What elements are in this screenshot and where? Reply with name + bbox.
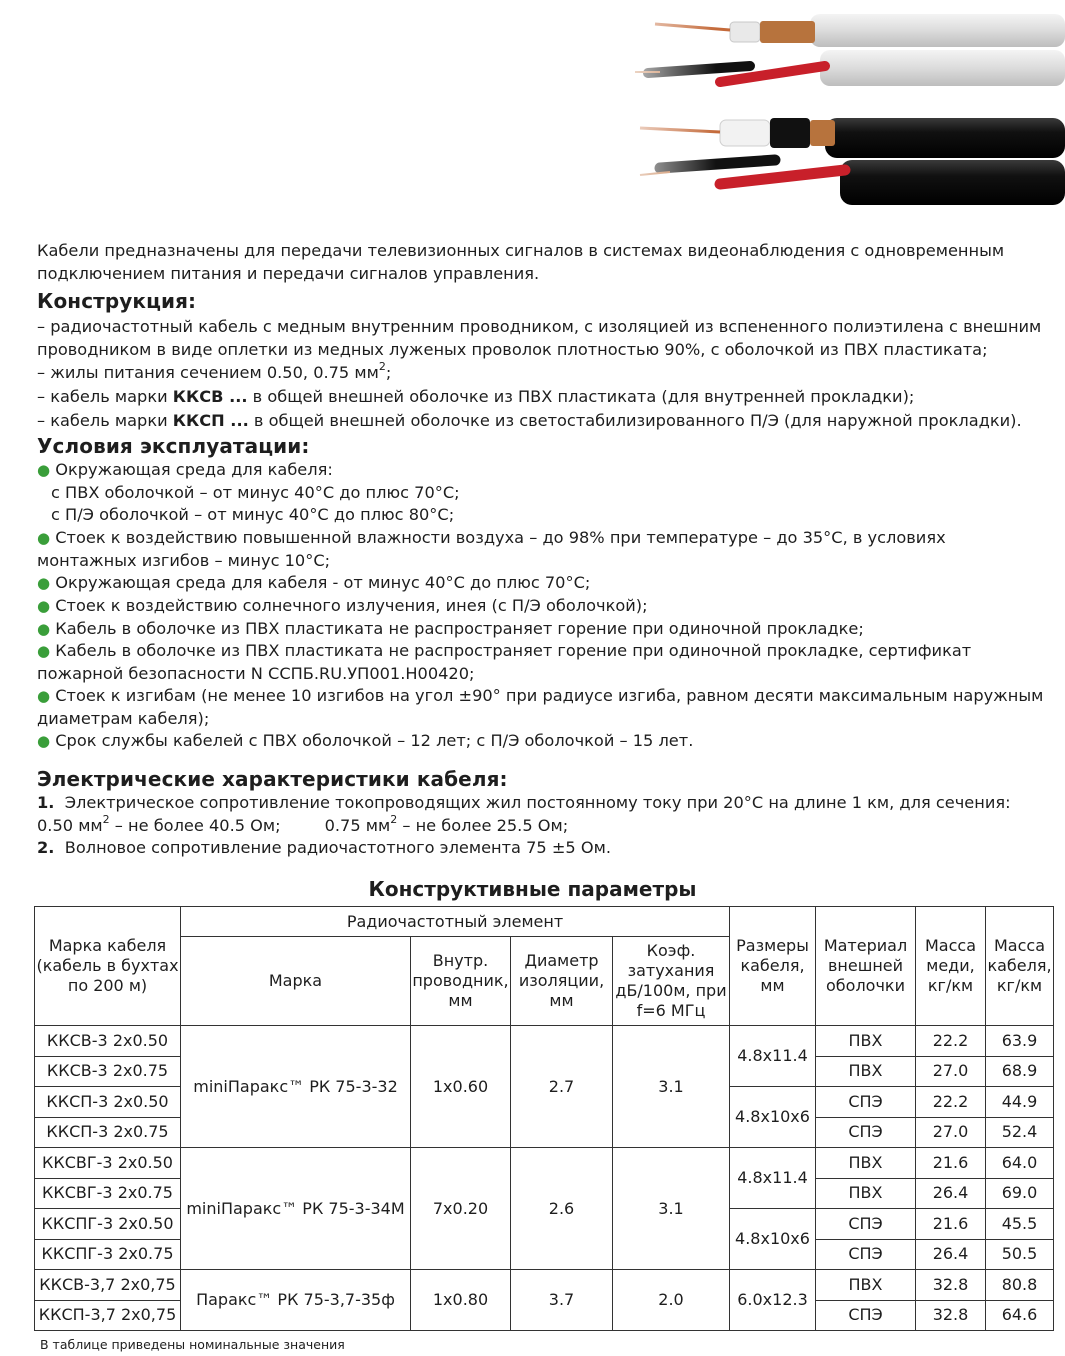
cell-size: 4.8x11.4 <box>730 1026 816 1087</box>
cell-attenuation: 3.1 <box>613 1148 730 1270</box>
construction-heading: Конструкция: <box>37 289 197 313</box>
cell-brand: ККСВ-3 2х0.50 <box>35 1026 181 1057</box>
intro-text: Кабели предназначены для передачи телевизионных сигналов в системах видеонаблюдения с одновременным подключением питания и передачи сигналов управления. <box>37 241 1005 283</box>
header-attenuation: Коэф. затухания дБ/100м, при f=6 МГц <box>613 937 730 1026</box>
cell-copper-mass: 22.2 <box>916 1087 986 1118</box>
table-row <box>35 1270 1054 1301</box>
table-row <box>35 1148 1054 1179</box>
cell-copper-mass: 21.6 <box>916 1148 986 1179</box>
cell-cable-mass: 64.0 <box>986 1148 1054 1179</box>
parameters-table <box>34 906 1054 1331</box>
construction-line-4: – кабель марки ККСП ... в общей внешней оболочке из светостабилизированного П/Э (для наружной прокладки). <box>37 411 1022 430</box>
electrical-item-1-values: 0.50 $мм^2$ – не более 40.5 Ом; 0.75 $мм^2$ – не более 25.5 Ом; <box>37 813 569 835</box>
header-inner-conductor: Внутр. проводник, мм <box>411 937 511 1026</box>
cell-copper-mass: 32.8 <box>916 1300 986 1331</box>
cell-insulation-diameter: 2.7 <box>511 1026 613 1148</box>
table-note: В таблице приведены номинальные значения <box>40 1337 345 1352</box>
electrical-heading: Электрические характеристики кабеля: <box>37 767 508 791</box>
cell-cable-mass: 69.0 <box>986 1178 1054 1209</box>
bullet-icon: ● <box>37 574 51 592</box>
bullet-icon: ● <box>37 597 51 615</box>
header-rf-element: Радиочастотный элемент <box>181 907 730 937</box>
bullet-icon: ● <box>37 732 51 750</box>
cell-brand: ККСВ-3 2х0.75 <box>35 1056 181 1087</box>
cell-brand: ККСП-3 2х0.75 <box>35 1117 181 1148</box>
cell-inner-conductor: 1x0.60 <box>411 1026 511 1148</box>
header-copper-mass: Масса меди, кг/км <box>916 907 986 1026</box>
cell-brand: ККСВГ-3 2х0.50 <box>35 1148 181 1179</box>
cell-cable-mass: 45.5 <box>986 1209 1054 1240</box>
cell-brand: ККСПГ-3 2х0.75 <box>35 1239 181 1270</box>
cell-copper-mass: 27.0 <box>916 1056 986 1087</box>
condition-item-1: ● Окружающая среда для кабеля: <box>37 460 333 479</box>
cell-insulation-diameter: 3.7 <box>511 1270 613 1331</box>
cell-brand: ККСП-3 2х0.50 <box>35 1087 181 1118</box>
cell-insulation-diameter: 2.6 <box>511 1148 613 1270</box>
condition-item-6: ● Кабель в оболочке из ПВХ пластиката не распространяет горение при одиночной прокладке, сертификат пожарной безопасности N ССПБ.RU.УП001.Н00420; <box>37 641 972 683</box>
cell-sheath: СПЭ <box>816 1300 916 1331</box>
bullet-icon: ● <box>37 461 51 479</box>
cell-attenuation: 2.0 <box>613 1270 730 1331</box>
cell-rf-mark: miniПаракс™ РК 75-3-32 <box>181 1026 411 1148</box>
cell-brand: ККСВ-3,7 2х0,75 <box>35 1270 181 1301</box>
bullet-icon: ● <box>37 687 51 705</box>
cable-photo <box>600 0 1065 225</box>
cell-brand: ККСП-3,7 2х0,75 <box>35 1300 181 1331</box>
cell-size: 4.8x10x6 <box>730 1087 816 1148</box>
cell-sheath: ПВХ <box>816 1270 916 1301</box>
cell-sheath: ПВХ <box>816 1056 916 1087</box>
cell-sheath: ПВХ <box>816 1178 916 1209</box>
brand-kksp: ККСП ... <box>172 411 249 430</box>
cell-sheath: ПВХ <box>816 1026 916 1057</box>
conditions-heading: Условия эксплуатации: <box>37 434 310 458</box>
construction-line-3: – кабель марки ККСВ ... в общей внешней оболочке из ПВХ пластиката (для внутренней прокладки); <box>37 387 915 406</box>
cell-copper-mass: 27.0 <box>916 1117 986 1148</box>
cell-sheath: ПВХ <box>816 1148 916 1179</box>
condition-item-5: ● Кабель в оболочке из ПВХ пластиката не распространяет горение при одиночной прокладке; <box>37 619 864 638</box>
cell-copper-mass: 26.4 <box>916 1239 986 1270</box>
cell-copper-mass: 32.8 <box>916 1270 986 1301</box>
header-rf-mark: Марка <box>181 937 411 1026</box>
header-size: Размеры кабеля, мм <box>730 907 816 1026</box>
bullet-icon: ● <box>37 642 51 660</box>
cell-copper-mass: 26.4 <box>916 1178 986 1209</box>
bullet-icon: ● <box>37 620 51 638</box>
cell-brand: ККСВГ-3 2х0.75 <box>35 1178 181 1209</box>
cell-sheath: СПЭ <box>816 1087 916 1118</box>
cell-inner-conductor: 7x0.20 <box>411 1148 511 1270</box>
cell-size: 6.0x12.3 <box>730 1270 816 1331</box>
electrical-item-2: 2. Волновое сопротивление радиочастотного элемента 75 ±5 Ом. <box>37 838 611 857</box>
condition-item-4: ● Стоек к воздействию солнечного излучения, инея (с П/Э оболочкой); <box>37 596 648 615</box>
cell-cable-mass: 44.9 <box>986 1087 1054 1118</box>
header-brand: Марка кабеля (кабель в бухтах по 200 м) <box>35 907 181 1026</box>
construction-line-1: – радиочастотный кабель с медным внутренним проводником, с изоляцией из вспененного полиэтилена с внешним проводником в виде оплетки из медных луженых проволок плотностью 90%, с оболочкой из ПВХ пластиката; <box>37 317 1042 359</box>
condition-item-1b: с П/Э оболочкой – от минус 40°С до плюс 80°С; <box>51 505 455 524</box>
brand-kksv: ККСВ ... <box>172 387 248 406</box>
cell-size: 4.8x11.4 <box>730 1148 816 1209</box>
cell-cable-mass: 52.4 <box>986 1117 1054 1148</box>
header-cable-mass: Масса кабеля, кг/км <box>986 907 1054 1026</box>
condition-item-8: ● Срок службы кабелей с ПВХ оболочкой – 12 лет; с П/Э оболочкой – 15 лет. <box>37 731 694 750</box>
cell-cable-mass: 68.9 <box>986 1056 1054 1087</box>
construction-line-2: – жилы питания сечением 0.50, 0.75 $мм^2$; <box>37 360 392 382</box>
table-title: Конструктивные параметры <box>368 877 697 901</box>
condition-item-1a: с ПВХ оболочкой – от минус 40°С до плюс 70°С; <box>51 483 460 502</box>
cell-inner-conductor: 1x0.80 <box>411 1270 511 1331</box>
condition-item-2: ● Стоек к воздействию повышенной влажности воздуха – до 98% при температуре – до 35°С, в условиях монтажных изгибов – минус 10°С; <box>37 528 946 570</box>
cell-sheath: СПЭ <box>816 1209 916 1240</box>
cell-brand: ККСПГ-3 2х0.50 <box>35 1209 181 1240</box>
cell-rf-mark: miniПаракс™ РК 75-3-34М <box>181 1148 411 1270</box>
cell-cable-mass: 64.6 <box>986 1300 1054 1331</box>
cell-rf-mark: Паракс™ РК 75-3,7-35ф <box>181 1270 411 1331</box>
cell-attenuation: 3.1 <box>613 1026 730 1148</box>
bullet-icon: ● <box>37 529 51 547</box>
cell-cable-mass: 63.9 <box>986 1026 1054 1057</box>
cell-sheath: СПЭ <box>816 1239 916 1270</box>
cell-copper-mass: 21.6 <box>916 1209 986 1240</box>
condition-item-3: ● Окружающая среда для кабеля - от минус 40°С до плюс 70°С; <box>37 573 591 592</box>
cell-cable-mass: 50.5 <box>986 1239 1054 1270</box>
cell-copper-mass: 22.2 <box>916 1026 986 1057</box>
electrical-item-1: 1. Электрическое сопротивление токопроводящих жил постоянному току при 20°С на длине 1 км, для сечения: <box>37 793 1011 812</box>
header-insulation-diameter: Диаметр изоляции, мм <box>511 937 613 1026</box>
condition-item-7: ● Стоек к изгибам (не менее 10 изгибов на угол ±90° при радиусе изгиба, равном десяти максимальным наружным диаметрам кабеля); <box>37 686 1044 728</box>
cell-sheath: СПЭ <box>816 1117 916 1148</box>
header-sheath: Материал внешней оболочки <box>816 907 916 1026</box>
table-row <box>35 1026 1054 1057</box>
cell-cable-mass: 80.8 <box>986 1270 1054 1301</box>
cell-size: 4.8x10x6 <box>730 1209 816 1270</box>
